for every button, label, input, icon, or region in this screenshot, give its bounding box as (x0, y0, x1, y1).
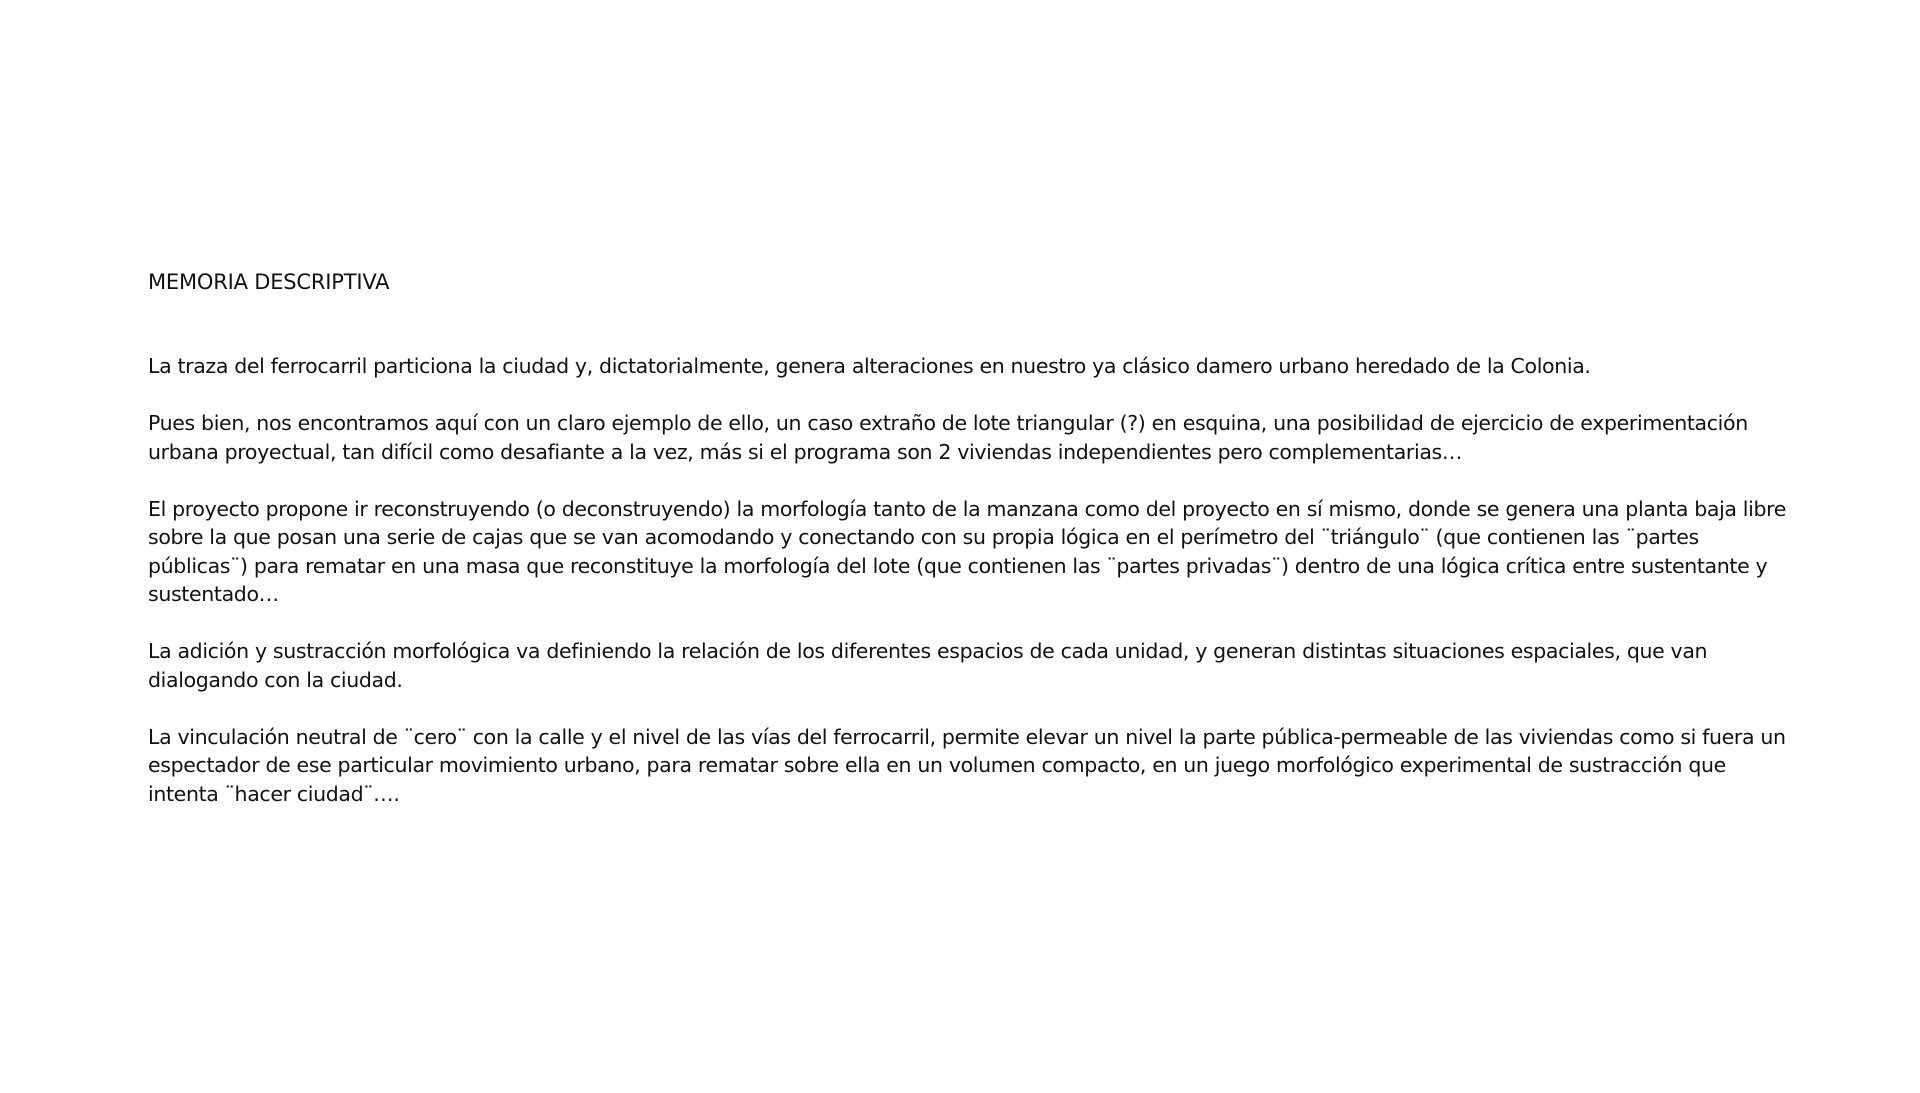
paragraph: La vinculación neutral de ¨cero¨ con la calle y el nivel de las vías del ferrocarril, permite elevar un nivel la parte pública-permeable de las viviendas como si fuera un espectador de ese particular movimiento urbano, para rematar sobre ella en un volumen compacto, en un juego morfológico experimental de sustracción que intenta ¨hacer ciudad¨…. (148, 724, 1786, 806)
paragraph: La adición y sustracción morfológica va definiendo la relación de los diferentes espacios de cada unidad, y generan distintas situaciones espaciales, que van dialogando con la ciudad. (148, 639, 1708, 692)
paragraph: El proyecto propone ir reconstruyendo (o deconstruyendo) la morfología tanto de la manzana como del proyecto en sí mismo, donde se genera una planta baja libre sobre la que posan una serie de cajas que se van acomodando y conectando con su propia lógica en el perímetro del ¨triángulo¨ (que contienen las ¨partes públicas¨) para rematar en una masa que reconstituye la morfología del lote (que contienen las ¨partes privadas¨) dentro de una lógica crítica entre sustentante y sustentado… (148, 496, 1787, 606)
paragraph-list (148, 352, 1788, 808)
document-content (148, 267, 1788, 837)
paragraph: La traza del ferrocarril particiona la ciudad y, dictatorialmente, genera alteraciones en nuestro ya clásico damero urbano heredado de la Colonia. (148, 354, 1591, 378)
document-title: MEMORIA DESCRIPTIVA (148, 270, 390, 294)
paragraph: Pues bien, nos encontramos aquí con un claro ejemplo de ello, un caso extraño de lote triangular (?) en esquina, una posibilidad de ejercicio de experimentación urbana proyectual, tan difícil como desafiante a la vez, más si el programa son 2 viviendas independientes pero complementarias… (148, 411, 1748, 464)
